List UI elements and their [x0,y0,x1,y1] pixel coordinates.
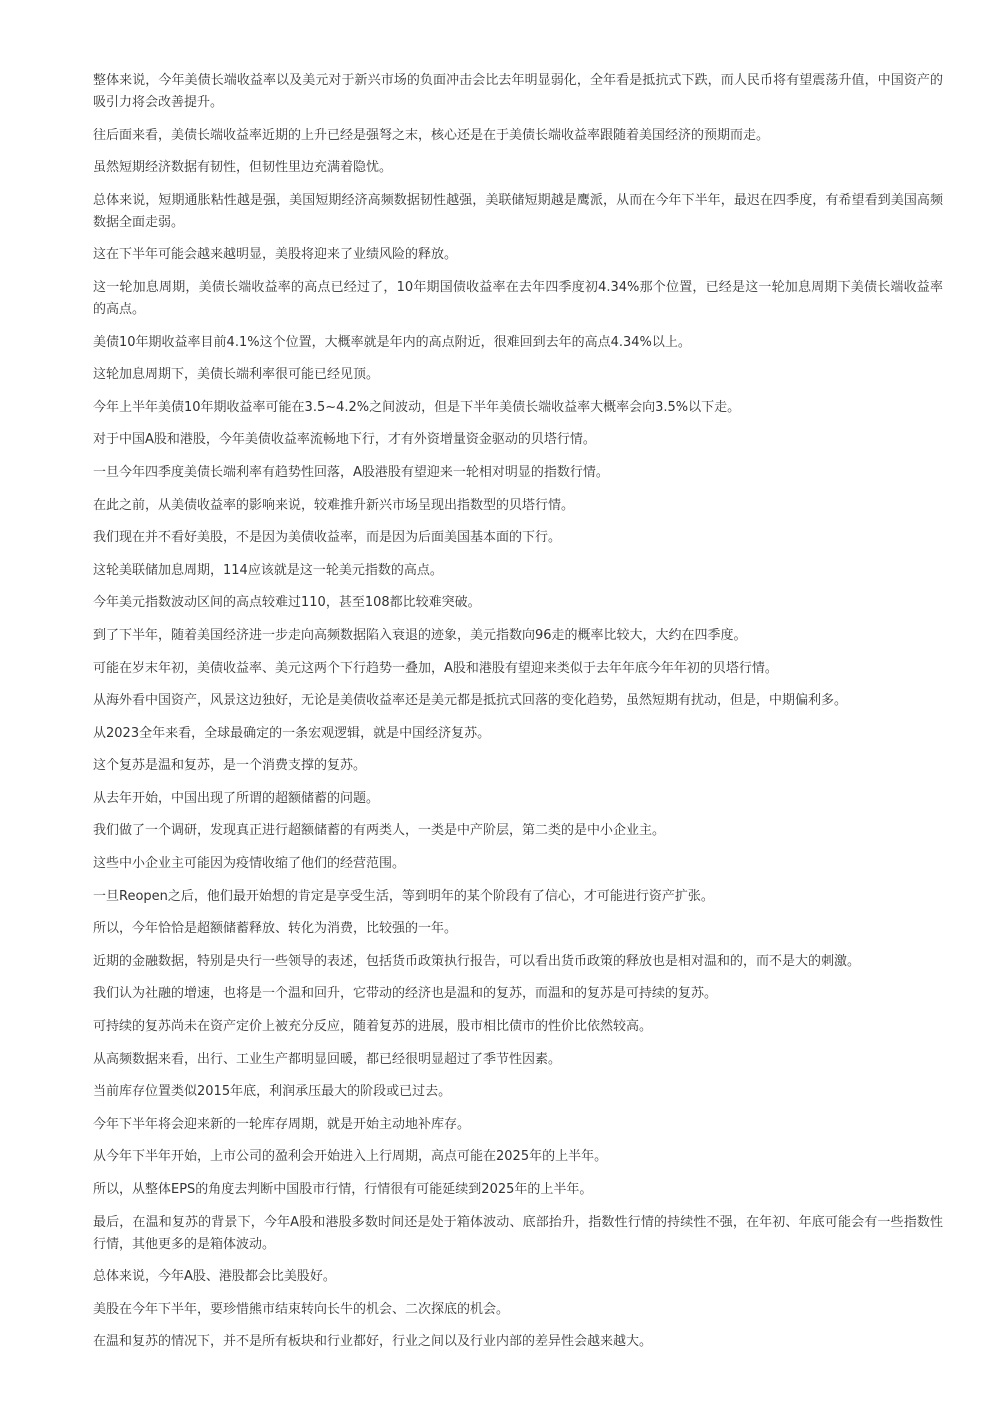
paragraph: 从2023全年来看，全球最确定的一条宏观逻辑，就是中国经济复苏。 [93,725,491,741]
paragraph: 一旦今年四季度美债长端利率有趋势性回落，A股港股有望迎来一轮相对明显的指数行情。 [93,464,609,480]
paragraph: 虽然短期经济数据有韧性，但韧性里边充满着隐忧。 [93,160,393,176]
paragraph: 今年上半年美债10年期收益率可能在3.5~4.2%之间波动，但是下半年美债长端收益率大概率会向3.5%以下走。 [93,399,741,415]
paragraph: 我们认为社融的增速，也将是一个温和回升，它带动的经济也是温和的复苏，而温和的复苏是可持续的复苏。 [93,986,718,1002]
paragraph: 可能在岁末年初，美债收益率、美元这两个下行趋势一叠加，A股和港股有望迎来类似于去年年底今年年初的贝塔行情。 [93,660,778,676]
paragraph: 这轮美联储加息周期，114应该就是这一轮美元指数的高点。 [93,562,443,578]
paragraph: 今年下半年将会迎来新的一轮库存周期，就是开始主动地补库存。 [93,1116,471,1132]
paragraph: 可持续的复苏尚未在资产定价上被充分反应，随着复苏的进展，股市相比债市的性价比依然较高。 [93,1019,653,1035]
paragraph: 往后面来看，美债长端收益率近期的上升已经是强弩之末，核心还是在于美债长端收益率跟随着美国经济的预期而走。 [93,127,770,143]
paragraph: 总体来说，短期通胀粘性越是强，美国短期经济高频数据韧性越强，美联储短期越是鹰派，从而在今年下半年，最迟在四季度，有希望看到美国高频数据全面走弱。 [93,192,943,230]
paragraph: 最后，在温和复苏的背景下，今年A股和港股多数时间还是处于箱体波动、底部抬升，指数性行情的持续性不强，在年初、年底可能会有一些指数性行情，其他更多的是箱体波动。 [93,1214,943,1252]
paragraph: 在此之前，从美债收益率的影响来说，较难推升新兴市场呈现出指数型的贝塔行情。 [93,497,575,513]
paragraph: 当前库存位置类似2015年底，利润承压最大的阶段或已过去。 [93,1084,452,1100]
paragraph: 从去年开始，中国出现了所谓的超额储蓄的问题。 [93,790,380,806]
paragraph: 美债10年期收益率目前4.1%这个位置，大概率就是年内的高点附近，很难回到去年的高点4.34%以上。 [93,334,691,350]
paragraph: 这个复苏是温和复苏，是一个消费支撑的复苏。 [93,758,367,774]
paragraph: 近期的金融数据，特别是央行一些领导的表述，包括货币政策执行报告，可以看出货币政策的释放也是相对温和的，而不是大的刺激。 [93,953,861,969]
article-body [93,70,943,1364]
paragraph: 这轮加息周期下，美债长端利率很可能已经见顶。 [93,367,380,383]
paragraph: 对于中国A股和港股，今年美债收益率流畅地下行，才有外资增量资金驱动的贝塔行情。 [93,432,596,448]
paragraph: 到了下半年，随着美国经济进一步走向高频数据陷入衰退的迹象，美元指数向96走的概率比较大，大约在四季度。 [93,627,747,643]
paragraph: 整体来说，今年美债长端收益率以及美元对于新兴市场的负面冲击会比去年明显弱化，全年看是抵抗式下跌，而人民币将有望震荡升值，中国资产的吸引力将会改善提升。 [93,73,943,110]
paragraph: 从今年下半年开始，上市公司的盈利会开始进入上行周期，高点可能在2025年的上半年。 [93,1149,608,1165]
paragraph: 所以，今年恰恰是超额储蓄释放、转化为消费，比较强的一年。 [93,921,458,937]
paragraph: 美股在今年下半年，要珍惜熊市结束转向长牛的机会、二次探底的机会。 [93,1301,510,1317]
paragraph: 这一轮加息周期，美债长端收益率的高点已经过了，10年期国债收益率在去年四季度初4.34%那个位置，已经是这一轮加息周期下美债长端收益率的高点。 [93,279,943,317]
paragraph: 从海外看中国资产，风景这边独好，无论是美债收益率还是美元都是抵抗式回落的变化趋势，虽然短期有扰动，但是，中期偏利多。 [93,693,848,709]
paragraph: 今年美元指数波动区间的高点较难过110，甚至108都比较难突破。 [93,595,481,611]
paragraph: 这些中小企业主可能因为疫情收缩了他们的经营范围。 [93,856,406,872]
paragraph: 我们现在并不看好美股，不是因为美债收益率，而是因为后面美国基本面的下行。 [93,530,562,546]
paragraph: 这在下半年可能会越来越明显，美股将迎来了业绩风险的释放。 [93,247,458,263]
paragraph: 一旦Reopen之后，他们最开始想的肯定是享受生活，等到明年的某个阶段有了信心，才可能进行资产扩张。 [93,888,714,904]
paragraph: 所以，从整体EPS的角度去判断中国股市行情，行情很有可能延续到2025年的上半年。 [93,1182,593,1197]
paragraph: 从高频数据来看，出行、工业生产都明显回暖，都已经很明显超过了季节性因素。 [93,1051,562,1067]
paragraph: 在温和复苏的情况下，并不是所有板块和行业都好，行业之间以及行业内部的差异性会越来越大。 [93,1334,653,1350]
paragraph: 总体来说，今年A股、港股都会比美股好。 [93,1269,336,1285]
paragraph: 我们做了一个调研，发现真正进行超额储蓄的有两类人，一类是中产阶层，第二类的是中小企业主。 [93,823,666,839]
